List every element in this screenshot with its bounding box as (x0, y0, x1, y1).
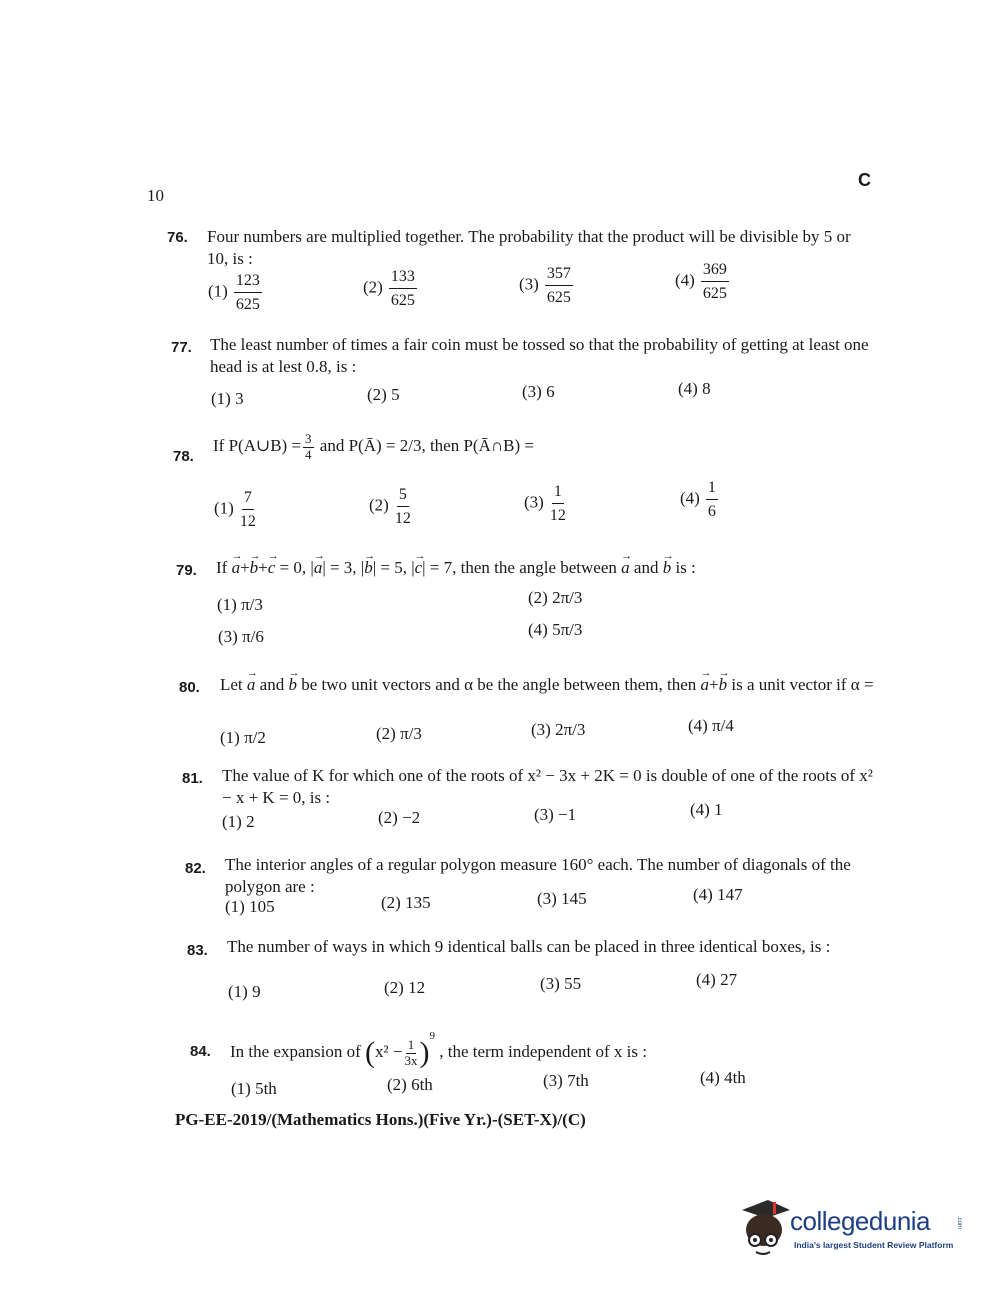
page-number: 10 (147, 186, 164, 205)
option-77-2: (2) 5 (367, 385, 400, 404)
question-text: The value of K for which one of the roots of x² − 3x + 2K = 0 is double of one of the roots of x² − x + K = 0, is : (222, 766, 873, 807)
option-82-2: (2) 135 (381, 893, 431, 912)
option-84-4: (4) 4th (700, 1068, 746, 1087)
option-82-3: (3) 145 (537, 889, 587, 908)
question-number: 79. (176, 562, 197, 579)
collegedunia-logo (738, 1196, 968, 1266)
option-80-4: (4) π/4 (688, 716, 734, 735)
question-number: 78. (173, 448, 194, 465)
option-77-3: (3) 6 (522, 382, 555, 401)
set-code: C (858, 170, 871, 190)
option-82-1: (1) 105 (225, 897, 275, 916)
option-84-3: (3) 7th (543, 1071, 589, 1090)
option-78-3: (3) $\frac{1}{12}$ (524, 483, 566, 524)
option-81-3: (3) −1 (534, 805, 577, 824)
question-text: If P(A∪B) = $\frac{3}{4}$ and P(Ā) = 2/3, then P(Ā∩B) = (213, 431, 534, 462)
question-number: 80. (179, 679, 200, 696)
option-83-2: (2) 12 (384, 978, 426, 997)
option-81-2: (2) −2 (378, 808, 421, 827)
question-number: 76. (167, 229, 188, 246)
option-77-1: (1) 3 (211, 389, 244, 408)
option-80-1: (1) π/2 (220, 728, 266, 747)
paper-code-footer: PG-EE-2019/(Mathematics Hons.)(Five Yr.)-(SET-X)/(C) (175, 1110, 586, 1129)
option-76-4: (4) $\frac{369}{625}$ (675, 261, 727, 302)
option-78-1: (1) $\frac{7}{12}$ (214, 489, 256, 530)
question-text: If → a+→ b+→ c = 0, |→ a| = 3, |→ b| = 5, |→ c| = 7, then the angle between → a and → b is : (216, 557, 696, 579)
option-78-2: (2) $\frac{5}{12}$ (369, 486, 411, 527)
option-76-2: (2) $\frac{133}{625}$ (363, 268, 415, 309)
question-text: The interior angles of a regular polygon measure 160° each. The number of diagonals of the polygon are : (225, 855, 851, 896)
option-83-4: (4) 27 (696, 970, 738, 989)
option-80-3: (3) 2π/3 (531, 720, 586, 739)
mascot-icon (738, 1196, 794, 1258)
question-text: Let → a and → b be two unit vectors and α be the angle between them, then → a+→ b is a unit vector if α = (220, 674, 885, 696)
brand-tagline: India's largest Student Review Platform (794, 1240, 954, 1250)
option-79-3: (3) π/6 (218, 627, 264, 646)
question-number: 77. (171, 339, 192, 356)
option-76-1: (1) $\frac{123}{625}$ (208, 272, 260, 313)
option-80-2: (2) π/3 (376, 724, 422, 743)
option-84-1: (1) 5th (231, 1079, 277, 1098)
option-83-3: (3) 55 (540, 974, 582, 993)
question-text: The least number of times a fair coin must be tossed so that the probability of getting at least one head is at lest 0.8, is : (210, 335, 869, 376)
option-76-3: (3) $\frac{357}{625}$ (519, 265, 571, 306)
option-79-2: (2) 2π/3 (528, 588, 583, 607)
brand-com: .com (956, 1216, 962, 1230)
question-number: 83. (187, 942, 208, 959)
option-79-4: (4) 5π/3 (528, 620, 583, 639)
question-number: 81. (182, 770, 203, 787)
question-number: 82. (185, 860, 206, 877)
option-82-4: (4) 147 (693, 885, 743, 904)
brand-name: collegedunia (790, 1206, 931, 1236)
question-text: The number of ways in which 9 identical balls can be placed in three identical boxes, is : (227, 937, 831, 956)
option-78-4: (4) $\frac{1}{6}$ (680, 479, 716, 520)
option-81-1: (1) 2 (222, 812, 255, 831)
option-84-2: (2) 6th (387, 1075, 433, 1094)
question-number: 84. (190, 1043, 211, 1060)
question-text: In the expansion of (x² − $\frac{1}{3x}$ )$^9$ , the term independent of x is : (230, 1030, 647, 1070)
option-79-1: (1) π/3 (217, 595, 263, 614)
option-81-4: (4) 1 (690, 800, 723, 819)
option-77-4: (4) 8 (678, 379, 711, 398)
question-text: Four numbers are multiplied together. The probability that the product will be divisible by 5 or 10, is : (207, 227, 851, 268)
option-83-1: (1) 9 (228, 982, 261, 1001)
